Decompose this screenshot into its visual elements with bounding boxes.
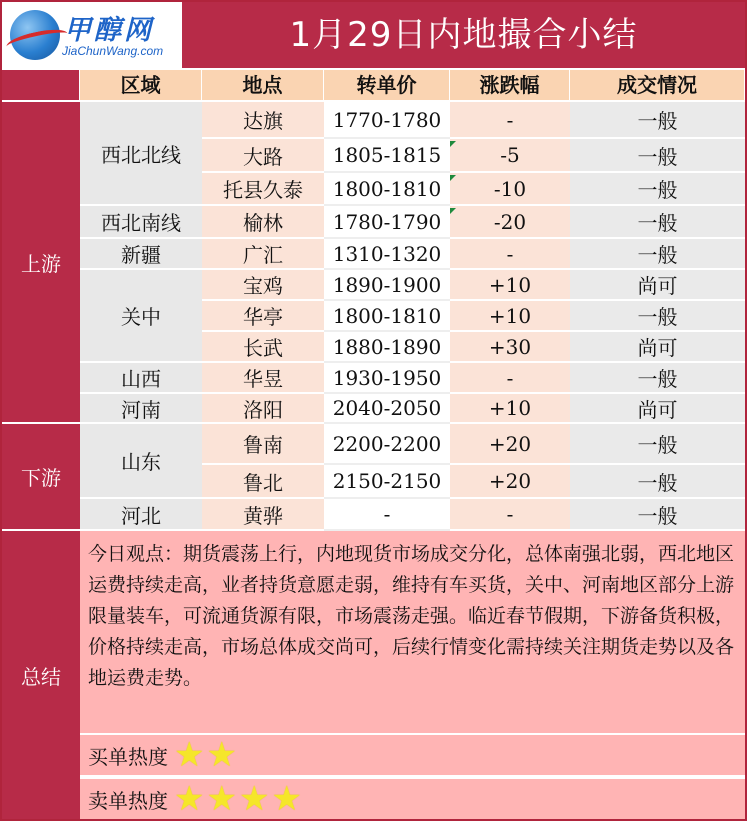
logo-english-text: JiaChunWang.com xyxy=(62,44,164,58)
region-cell: 关中 xyxy=(80,270,202,363)
summary-label: 总结 xyxy=(2,531,80,819)
page-header xyxy=(2,2,745,68)
status-cell: 一般 xyxy=(570,173,745,206)
sell-heat-rating xyxy=(174,779,304,819)
status-cell: 尚可 xyxy=(570,332,745,363)
place-cell: 华亭 xyxy=(202,301,324,332)
change-cell: - xyxy=(450,239,570,270)
price-cell: 1800-1810 xyxy=(324,173,450,206)
status-cell: 一般 xyxy=(570,499,745,531)
place-cell: 榆林 xyxy=(202,206,324,239)
change-cell: +20 xyxy=(450,465,570,499)
star-icon: ★ xyxy=(206,735,237,775)
change-cell: -20 xyxy=(450,206,570,239)
column-header-status: 成交情况 xyxy=(570,70,745,100)
price-cell: 1805-1815 xyxy=(324,139,450,173)
site-logo[interactable] xyxy=(2,2,182,68)
place-cell: 洛阳 xyxy=(202,394,324,424)
price-cell: 1780-1790 xyxy=(324,206,450,239)
change-cell: - xyxy=(450,102,570,139)
place-cell: 长武 xyxy=(202,332,324,363)
place-cell: 鲁南 xyxy=(202,424,324,465)
status-cell: 尚可 xyxy=(570,394,745,424)
price-cell: 1890-1900 xyxy=(324,270,450,301)
status-cell: 一般 xyxy=(570,424,745,465)
price-cell: 2150-2150 xyxy=(324,465,450,499)
price-cell: 1770-1780 xyxy=(324,102,450,139)
comment-marker-icon xyxy=(450,141,456,147)
price-cell: 1930-1950 xyxy=(324,363,450,394)
buy-heat-row xyxy=(80,733,745,775)
region-cell: 西北南线 xyxy=(80,206,202,239)
region-cell: 河南 xyxy=(80,394,202,424)
price-cell: 1800-1810 xyxy=(324,301,450,332)
region-cell: 西北北线 xyxy=(80,102,202,206)
comment-marker-icon xyxy=(450,208,456,214)
region-cell: 河北 xyxy=(80,499,202,531)
status-cell: 一般 xyxy=(570,465,745,499)
status-cell: 一般 xyxy=(570,206,745,239)
place-cell: 广汇 xyxy=(202,239,324,270)
change-cell: -5 xyxy=(450,139,570,173)
place-cell: 黄骅 xyxy=(202,499,324,531)
section-upstream: 上游 xyxy=(2,102,80,424)
sell-heat-label: 卖单热度 xyxy=(88,788,168,813)
star-icon: ★ xyxy=(238,779,270,819)
change-cell: - xyxy=(450,363,570,394)
comment-marker-icon xyxy=(450,175,456,181)
place-cell: 鲁北 xyxy=(202,465,324,499)
status-cell: 尚可 xyxy=(570,270,745,301)
price-cell: 2200-2200 xyxy=(324,424,450,465)
status-cell: 一般 xyxy=(570,102,745,139)
place-cell: 宝鸡 xyxy=(202,270,324,301)
change-cell: +10 xyxy=(450,270,570,301)
change-cell: -10 xyxy=(450,173,570,206)
buy-heat-rating xyxy=(174,735,239,775)
price-cell: 1880-1890 xyxy=(324,332,450,363)
change-cell: +20 xyxy=(450,424,570,465)
column-header-blank xyxy=(2,70,80,100)
place-cell: 大路 xyxy=(202,139,324,173)
column-header-change: 涨跌幅 xyxy=(450,70,570,100)
sell-heat-row xyxy=(80,777,745,819)
logo-chinese-text: 甲醇网 xyxy=(64,15,154,46)
status-cell: 一般 xyxy=(570,239,745,270)
change-cell: - xyxy=(450,499,570,531)
column-header-region: 区域 xyxy=(80,70,202,100)
status-cell: 一般 xyxy=(570,363,745,394)
page-title: 1月29日内地撮合小结 xyxy=(289,15,638,55)
region-cell: 山西 xyxy=(80,363,202,394)
place-cell: 托县久泰 xyxy=(202,173,324,206)
change-cell: +30 xyxy=(450,332,570,363)
star-icon: ★ xyxy=(174,779,205,819)
status-cell: 一般 xyxy=(570,139,745,173)
price-cell: 2040-2050 xyxy=(324,394,450,424)
change-cell: +10 xyxy=(450,394,570,424)
place-cell: 达旗 xyxy=(202,102,324,139)
buy-heat-label: 买单热度 xyxy=(88,744,168,769)
summary-text: 今日观点：期货震荡上行，内地现货市场成交分化，总体南强北弱，西北地区运费持续走高，业者持货意愿走弱，维持有车买货，关中、河南地区部分上游限量装车，可流通货源有限，市场震荡走强。临近春节假期，下游备货积极，价格持续走高，市场总体成交尚可，后续行情变化需持续关注期货走势以及各地运费走势。 xyxy=(80,531,745,733)
status-cell: 一般 xyxy=(570,301,745,332)
star-icon: ★ xyxy=(206,779,237,819)
place-cell: 华昱 xyxy=(202,363,324,394)
star-icon: ★ xyxy=(174,735,205,775)
price-cell: 1310-1320 xyxy=(324,239,450,270)
star-icon: ★ xyxy=(271,779,302,819)
column-header-place: 地点 xyxy=(202,70,324,100)
region-cell: 山东 xyxy=(80,424,202,499)
price-cell: - xyxy=(324,499,450,531)
column-header-price: 转单价 xyxy=(324,70,450,100)
region-cell: 新疆 xyxy=(80,239,202,270)
section-downstream: 下游 xyxy=(2,424,80,531)
change-cell: +10 xyxy=(450,301,570,332)
